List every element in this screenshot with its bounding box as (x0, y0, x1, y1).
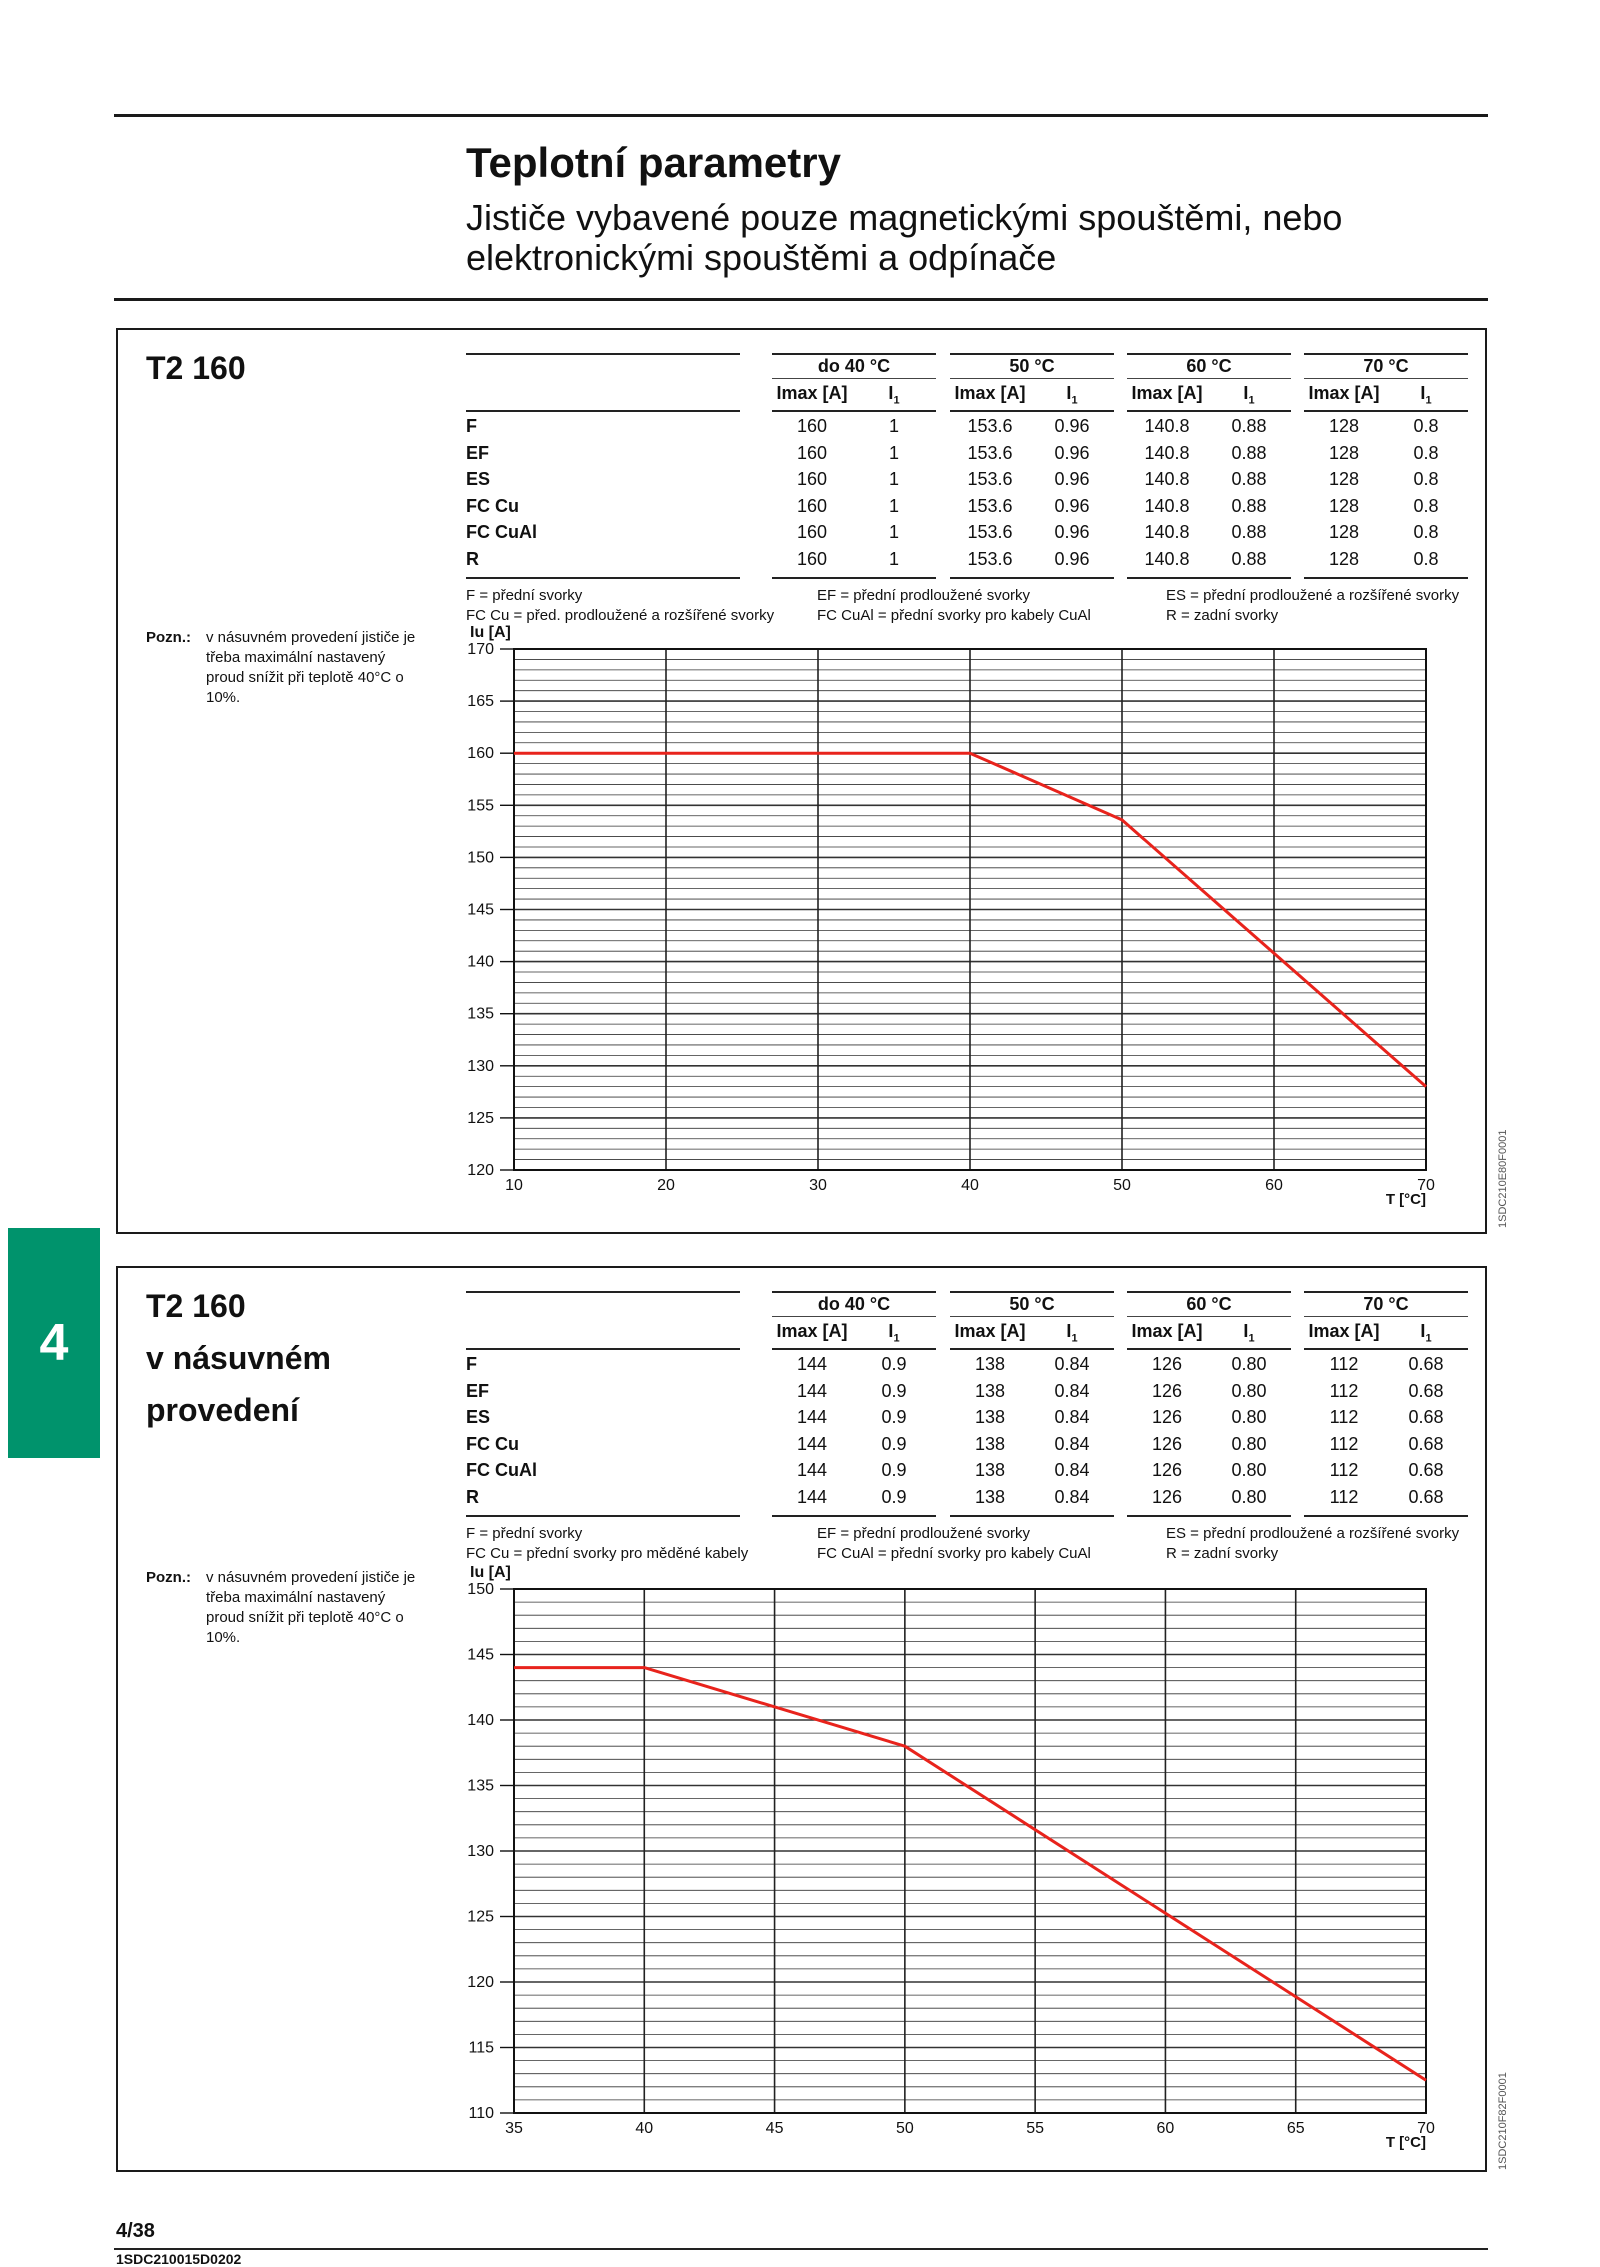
table-cell: 0.9 (881, 1354, 907, 1374)
page-title: Teplotní parametry (466, 139, 841, 186)
group-bottom-rule (1127, 1515, 1291, 1517)
imax-header: Imax [A] (1308, 1321, 1380, 1341)
i1-header (1404, 1321, 1448, 1345)
page-subtitle (466, 198, 1342, 278)
table-cell: 128 (1328, 442, 1360, 463)
group-mid-rule (950, 1316, 1114, 1317)
terminal-legend (1166, 1524, 1459, 1564)
temp-header: 60 °C (1186, 1294, 1232, 1314)
temp-header: do 40 °C (817, 356, 891, 376)
table-cell: 144 (796, 1433, 828, 1454)
table-row (466, 519, 1466, 546)
table-cell: 144 (796, 1380, 828, 1401)
group-top-rule (1304, 353, 1468, 355)
table-cell: 1 (888, 469, 899, 490)
legend-line: FC CuAl = přední svorky pro kabely CuAl (817, 1545, 1091, 1562)
y-tick-label: 145 (467, 1646, 494, 1664)
row-label: ES (466, 1407, 491, 1428)
table-cell: 0.88 (1231, 469, 1267, 490)
y-tick-label: 165 (467, 693, 494, 711)
table-cell: 112 (1329, 1354, 1359, 1374)
row-label: R (466, 1487, 479, 1507)
temp-header: do 40 °C (817, 1294, 891, 1314)
table-top-rule (466, 1291, 740, 1293)
row-label: F (466, 416, 477, 436)
label-bottom-rule (466, 577, 740, 579)
table-cell: 0.80 (1231, 1487, 1267, 1507)
x-tick-label: 50 (1113, 1177, 1131, 1194)
table-cell: 0.8 (1413, 495, 1439, 516)
group-bottom-rule (950, 577, 1114, 579)
table-cell: 0.9 (881, 1380, 907, 1401)
group-mid-rule (1127, 378, 1291, 379)
i1-subscript: 1 (1071, 1332, 1078, 1345)
x-tick-label: 65 (1286, 2120, 1305, 2137)
y-tick-label: 140 (467, 1712, 494, 1729)
table-cell: 128 (1328, 522, 1360, 543)
table-cell: 0.8 (1413, 549, 1439, 569)
i1-symbol: I (1243, 1321, 1249, 1341)
i1-symbol: I (888, 1321, 894, 1341)
group-top-rule (1304, 1291, 1468, 1293)
legend-line: ES = přední prodloužené a rozšířené svorky (1166, 587, 1460, 604)
table-cell: 0.88 (1231, 549, 1267, 569)
table-cell: 1 (888, 495, 899, 516)
table-cell: 160 (796, 469, 828, 490)
group-top-rule (1127, 353, 1291, 355)
table-cell: 144 (796, 1487, 828, 1507)
table-cell: 0.84 (1054, 1407, 1090, 1428)
table-cell: 0.9 (881, 1407, 907, 1428)
legend-line: FC Cu = před. prodloužené a rozšířené svorky (466, 607, 775, 624)
temperature-table (466, 353, 1466, 583)
table-row (466, 1351, 1466, 1378)
group-header-bottom-rule (1304, 1348, 1468, 1350)
table-cell: 0.96 (1054, 495, 1090, 516)
note-label: Pozn.: (146, 1569, 191, 1586)
y-tick-label: 145 (467, 901, 494, 919)
table-row (466, 1431, 1466, 1458)
x-tick-label: 60 (1156, 2120, 1175, 2137)
row-label: EF (466, 442, 490, 463)
group-header-bottom-rule (950, 410, 1114, 412)
imax-header: Imax [A] (776, 1321, 848, 1341)
table-cell: 0.84 (1054, 1460, 1090, 1481)
y-axis-label: Iu [A] (470, 1564, 511, 1581)
row-label: FC CuAl (466, 522, 537, 543)
table-cell: 153.6 (967, 442, 1013, 463)
panel-title-1: T2 160 (146, 1288, 246, 1324)
y-tick-label: 125 (467, 1908, 494, 1926)
table-cell: 128 (1328, 469, 1360, 490)
table-row (466, 546, 1466, 573)
x-axis-label: T [°C] (1385, 2134, 1426, 2151)
table-cell: 126 (1151, 1433, 1183, 1454)
i1-header (1227, 1321, 1271, 1345)
table-cell: 153.6 (967, 469, 1013, 490)
table-cell: 112 (1329, 1487, 1359, 1507)
table-cell: 126 (1151, 1407, 1183, 1428)
footer-rule (114, 2248, 1488, 2250)
note-text: v násuvném provedení jističe je třeba maximální nastavený proud snížit při teplotě 40°C o 10%. (206, 1569, 416, 1646)
legend-line: EF = přední prodloužené svorky (817, 1525, 1031, 1542)
group-top-rule (950, 1291, 1114, 1293)
y-tick-label: 120 (467, 1162, 494, 1179)
table-cell: 1 (888, 522, 899, 543)
terminal-legend (466, 1524, 748, 1564)
group-header-bottom-rule (1127, 1348, 1291, 1350)
table-cell: 126 (1151, 1460, 1183, 1481)
legend-line: F = přední svorky (466, 1525, 583, 1542)
x-tick-label: 55 (1026, 2120, 1045, 2137)
i1-symbol: I (1420, 383, 1426, 403)
group-mid-rule (772, 378, 936, 379)
table-row (466, 466, 1466, 493)
imax-header: Imax [A] (1131, 1321, 1203, 1341)
group-mid-rule (1127, 1316, 1291, 1317)
table-cell: 0.84 (1054, 1487, 1090, 1507)
legend-line: FC CuAl = přední svorky pro kabely CuAl (817, 607, 1091, 624)
table-cell: 140.8 (1144, 469, 1190, 490)
i1-symbol: I (1243, 383, 1249, 403)
i1-subscript: 1 (1248, 1332, 1255, 1345)
table-cell: 144 (796, 1407, 828, 1428)
panel-title-2: v násuvném (146, 1340, 331, 1376)
table-cell: 0.68 (1408, 1433, 1444, 1454)
table-cell: 0.9 (881, 1433, 907, 1454)
i1-symbol: I (1066, 1321, 1072, 1341)
table-cell: 140.8 (1144, 522, 1190, 543)
terminal-legend (817, 586, 1091, 626)
row-label: FC CuAl (466, 1460, 537, 1481)
subtitle-line-2: elektronickými spouštěmi a odpínače (466, 237, 1057, 278)
i1-subscript: 1 (893, 1332, 900, 1345)
table-cell: 128 (1328, 495, 1360, 516)
table-top-rule (466, 353, 740, 355)
table-cell: 140.8 (1144, 495, 1190, 516)
table-cell: 1 (888, 416, 899, 436)
legend-line: EF = přední prodloužené svorky (817, 587, 1031, 604)
table-row (466, 493, 1466, 520)
table-cell: 138 (974, 1460, 1006, 1481)
table-cell: 0.96 (1054, 522, 1090, 543)
group-header-bottom-rule (1127, 410, 1291, 412)
label-header-bottom-rule (466, 410, 740, 412)
table-cell: 0.8 (1413, 522, 1439, 543)
table-row (466, 1457, 1466, 1484)
table-cell: 160 (796, 522, 828, 543)
row-label: ES (466, 469, 491, 490)
table-cell: 0.88 (1231, 416, 1267, 436)
label-header-bottom-rule (466, 1348, 740, 1350)
table-cell: 0.80 (1231, 1460, 1267, 1481)
table-cell: 160 (796, 442, 828, 463)
group-top-rule (772, 1291, 936, 1293)
y-tick-label: 155 (467, 797, 494, 815)
i1-subscript: 1 (1071, 394, 1078, 407)
table-cell: 0.9 (881, 1487, 907, 1507)
i1-subscript: 1 (1425, 1332, 1432, 1345)
imax-header: Imax [A] (1308, 383, 1380, 403)
group-top-rule (772, 353, 936, 355)
table-cell: 0.9 (881, 1460, 907, 1481)
table-cell: 140.8 (1144, 416, 1190, 436)
i1-symbol: I (1066, 383, 1072, 403)
table-cell: 112 (1329, 1407, 1359, 1428)
y-tick-label: 130 (467, 1843, 494, 1860)
temp-header: 70 °C (1363, 1294, 1409, 1314)
table-cell: 112 (1329, 1433, 1359, 1454)
table-cell: 153.6 (967, 495, 1013, 516)
table-cell: 0.80 (1231, 1407, 1267, 1428)
y-tick-label: 115 (468, 2039, 494, 2057)
y-tick-label: 150 (467, 849, 494, 867)
i1-header (872, 383, 916, 407)
table-cell: 0.80 (1231, 1354, 1267, 1374)
table-cell: 153.6 (967, 522, 1013, 543)
table-cell: 0.68 (1408, 1380, 1444, 1401)
note-label: Pozn.: (146, 629, 191, 646)
legend-line: F = přední svorky (466, 587, 583, 604)
y-tick-label: 160 (467, 745, 494, 763)
group-header-bottom-rule (772, 410, 936, 412)
table-cell: 138 (974, 1407, 1006, 1428)
x-tick-label: 70 (1417, 1177, 1435, 1194)
row-label: EF (466, 1380, 490, 1401)
table-cell: 153.6 (967, 416, 1013, 436)
x-axis-label: T [°C] (1385, 1191, 1426, 1208)
table-cell: 140.8 (1144, 549, 1190, 569)
y-tick-label: 120 (467, 1974, 494, 1991)
group-mid-rule (772, 1316, 936, 1317)
table-cell: 160 (796, 416, 828, 436)
group-mid-rule (950, 378, 1114, 379)
table-cell: 0.8 (1413, 442, 1439, 463)
temp-header: 60 °C (1186, 356, 1232, 376)
table-cell: 126 (1151, 1487, 1183, 1507)
y-tick-label: 130 (467, 1057, 494, 1075)
imax-header: Imax [A] (954, 383, 1026, 403)
table-row (466, 1484, 1466, 1511)
table-cell: 126 (1151, 1354, 1183, 1374)
chart-code: 1SDC210F82F0001 (1497, 2072, 1509, 2170)
group-bottom-rule (772, 577, 936, 579)
group-mid-rule (1304, 1316, 1468, 1317)
note-text: v násuvném provedení jističe je třeba maximální nastavený proud snížit při teplotě 40°C o 10%. (206, 629, 416, 706)
x-tick-label: 40 (961, 1177, 979, 1194)
terminal-legend (817, 1524, 1091, 1564)
group-top-rule (950, 353, 1114, 355)
panel-title-1: T2 160 (146, 350, 246, 386)
table-cell: 0.68 (1408, 1407, 1444, 1428)
row-label: FC Cu (466, 1433, 519, 1454)
legend-line: R = zadní svorky (1166, 1545, 1279, 1562)
table-cell: 0.84 (1054, 1354, 1090, 1374)
group-bottom-rule (772, 1515, 936, 1517)
table-cell: 1 (888, 549, 899, 569)
i1-header (1404, 383, 1448, 407)
table-cell: 0.96 (1054, 416, 1090, 436)
group-top-rule (1127, 1291, 1291, 1293)
row-label: F (466, 1354, 477, 1374)
table-cell: 0.80 (1231, 1433, 1267, 1454)
table-cell: 0.84 (1054, 1380, 1090, 1401)
panel-title-3: provedení (146, 1392, 299, 1428)
table-cell: 144 (796, 1460, 828, 1481)
y-tick-label: 110 (468, 2105, 494, 2122)
header-bottom-rule (114, 298, 1488, 301)
table-row (466, 1378, 1466, 1405)
group-bottom-rule (1304, 577, 1468, 579)
x-tick-label: 45 (765, 2120, 784, 2137)
y-axis-label: Iu [A] (470, 624, 511, 641)
table-cell: 1 (888, 442, 899, 463)
y-tick-label: 170 (467, 641, 494, 658)
chart-code: 1SDC210E80F0001 (1497, 1129, 1509, 1228)
table-cell: 0.88 (1231, 522, 1267, 543)
table-cell: 0.88 (1231, 442, 1267, 463)
x-tick-label: 30 (809, 1177, 827, 1194)
row-label: R (466, 549, 479, 569)
table-cell: 0.8 (1413, 416, 1439, 436)
imax-header: Imax [A] (954, 1321, 1026, 1341)
x-tick-label: 40 (635, 2120, 654, 2137)
subtitle-line-1: Jističe vybavené pouze magnetickými spouštěmi, nebo (466, 197, 1343, 238)
temp-header: 50 °C (1009, 356, 1055, 376)
x-tick-label: 50 (895, 2120, 914, 2137)
table-row (466, 440, 1466, 467)
table-cell: 138 (974, 1433, 1006, 1454)
table-cell: 128 (1328, 416, 1360, 436)
i1-subscript: 1 (1425, 394, 1432, 407)
x-tick-label: 20 (657, 1177, 675, 1194)
y-tick-label: 135 (467, 1005, 494, 1023)
legend-line: R = zadní svorky (1166, 607, 1279, 624)
table-cell: 0.84 (1054, 1433, 1090, 1454)
table-cell: 112 (1329, 1460, 1359, 1481)
group-header-bottom-rule (1304, 410, 1468, 412)
document-code: 1SDC210015D0202 (116, 2251, 242, 2267)
y-tick-label: 135 (467, 1777, 494, 1795)
temp-header: 50 °C (1009, 1294, 1055, 1314)
group-bottom-rule (1127, 577, 1291, 579)
table-cell: 153.6 (967, 549, 1013, 569)
section-tab: 4 (8, 1228, 100, 1458)
table-cell: 0.80 (1231, 1380, 1267, 1401)
x-tick-label: 60 (1265, 1177, 1283, 1194)
group-header-bottom-rule (950, 1348, 1114, 1350)
table-cell: 0.96 (1054, 549, 1090, 569)
top-rule (114, 114, 1488, 117)
table-cell: 0.68 (1408, 1354, 1444, 1374)
legend-line: ES = přední prodloužené a rozšířené svorky (1166, 1525, 1460, 1542)
x-tick-label: 70 (1417, 2120, 1435, 2137)
y-tick-label: 140 (467, 953, 494, 971)
table-cell: 160 (796, 549, 828, 569)
temp-header: 70 °C (1363, 356, 1409, 376)
i1-subscript: 1 (893, 394, 900, 407)
table-cell: 126 (1151, 1380, 1183, 1401)
i1-symbol: I (888, 383, 894, 403)
row-label: FC Cu (466, 495, 519, 516)
table-cell: 0.68 (1408, 1460, 1444, 1481)
i1-subscript: 1 (1248, 394, 1255, 407)
table-cell: 138 (974, 1354, 1006, 1374)
table-cell: 0.68 (1408, 1487, 1444, 1507)
imax-header: Imax [A] (776, 383, 848, 403)
table-cell: 138 (974, 1487, 1006, 1507)
table-row (466, 413, 1466, 440)
y-tick-label: 150 (467, 1581, 494, 1598)
legend-line: FC Cu = přední svorky pro měděné kabely (466, 1545, 749, 1562)
group-bottom-rule (950, 1515, 1114, 1517)
x-tick-label: 35 (505, 2120, 523, 2137)
label-bottom-rule (466, 1515, 740, 1517)
table-cell: 128 (1328, 549, 1360, 569)
x-tick-label: 10 (505, 1177, 523, 1194)
page-number: 4/38 (116, 2220, 155, 2242)
i1-header (1227, 383, 1271, 407)
i1-header (872, 1321, 916, 1345)
table-cell: 138 (974, 1380, 1006, 1401)
table-cell: 0.88 (1231, 495, 1267, 516)
group-header-bottom-rule (772, 1348, 936, 1350)
table-cell: 160 (796, 495, 828, 516)
i1-header (1050, 1321, 1094, 1345)
terminal-legend (1166, 586, 1459, 626)
table-cell: 0.96 (1054, 442, 1090, 463)
table-row (466, 1404, 1466, 1431)
temperature-table (466, 1291, 1466, 1521)
table-cell: 112 (1329, 1380, 1359, 1401)
table-cell: 144 (796, 1354, 828, 1374)
i1-symbol: I (1420, 1321, 1426, 1341)
y-tick-label: 125 (467, 1109, 494, 1127)
imax-header: Imax [A] (1131, 383, 1203, 403)
table-cell: 140.8 (1144, 442, 1190, 463)
group-bottom-rule (1304, 1515, 1468, 1517)
i1-header (1050, 383, 1094, 407)
terminal-legend (466, 586, 774, 626)
table-cell: 0.8 (1413, 469, 1439, 490)
group-mid-rule (1304, 378, 1468, 379)
table-cell: 0.96 (1054, 469, 1090, 490)
